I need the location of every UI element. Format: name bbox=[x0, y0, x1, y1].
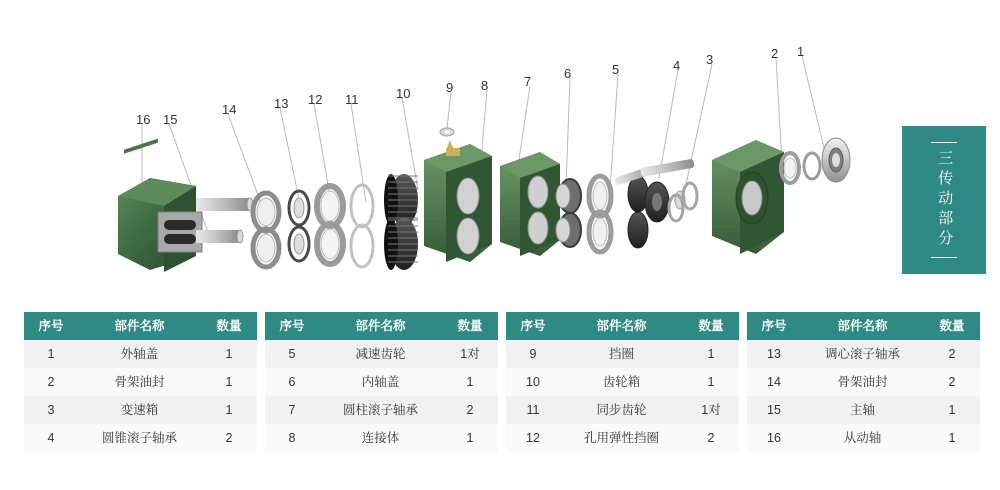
part-13-spherical-roller-bearing bbox=[289, 191, 309, 261]
callout-6: 6 bbox=[564, 66, 572, 81]
parts-table-block-1 bbox=[24, 312, 257, 452]
callout-4: 4 bbox=[673, 58, 681, 73]
callout-14: 14 bbox=[222, 102, 237, 117]
table-row bbox=[265, 368, 498, 396]
header-qty: 数量 bbox=[442, 312, 498, 340]
cell-no: 11 bbox=[506, 396, 560, 424]
table-header-row bbox=[747, 312, 980, 340]
header-no: 序号 bbox=[265, 312, 319, 340]
table-row bbox=[265, 340, 498, 368]
cell-no: 14 bbox=[747, 368, 801, 396]
cell-qty: 1 bbox=[201, 340, 257, 368]
cell-name: 变速箱 bbox=[78, 396, 201, 424]
cell-no: 16 bbox=[747, 424, 801, 452]
header-no: 序号 bbox=[24, 312, 78, 340]
header-qty: 数量 bbox=[924, 312, 980, 340]
parts-table-block-4 bbox=[747, 312, 980, 452]
header-qty: 数量 bbox=[201, 312, 257, 340]
cell-qty: 1 bbox=[201, 368, 257, 396]
callout-12: 12 bbox=[308, 92, 323, 107]
cell-no: 15 bbox=[747, 396, 801, 424]
tab-rule-bottom bbox=[931, 257, 957, 258]
cell-qty: 2 bbox=[683, 424, 739, 452]
cell-name: 连接体 bbox=[319, 424, 442, 452]
cell-name: 圆柱滚子轴承 bbox=[319, 396, 442, 424]
callout-8: 8 bbox=[481, 78, 489, 93]
table-row bbox=[24, 396, 257, 424]
table-row bbox=[24, 424, 257, 452]
callout-11: 11 bbox=[345, 92, 359, 107]
table-header-row bbox=[506, 312, 739, 340]
tab-rule-top bbox=[931, 142, 957, 143]
callout-15: 15 bbox=[163, 112, 178, 127]
cell-no: 12 bbox=[506, 424, 560, 452]
cell-no: 1 bbox=[24, 340, 78, 368]
header-no: 序号 bbox=[506, 312, 560, 340]
cell-name: 从动轴 bbox=[801, 424, 924, 452]
cell-qty: 1 bbox=[683, 368, 739, 396]
callout-10: 10 bbox=[396, 86, 411, 101]
callout-3: 3 bbox=[706, 52, 714, 67]
part-4-tapered-roller-bearing bbox=[669, 183, 697, 221]
cell-qty: 1对 bbox=[683, 396, 739, 424]
table-row bbox=[506, 396, 739, 424]
cell-qty: 2 bbox=[201, 424, 257, 452]
cell-name: 外轴盖 bbox=[78, 340, 201, 368]
cell-qty: 1 bbox=[201, 396, 257, 424]
table-row bbox=[506, 368, 739, 396]
cell-qty: 2 bbox=[442, 396, 498, 424]
cell-no: 4 bbox=[24, 424, 78, 452]
callout-16: 16 bbox=[136, 112, 151, 127]
cell-name: 齿轮箱 bbox=[560, 368, 683, 396]
cell-qty: 1对 bbox=[442, 340, 498, 368]
part-14-oil-seal bbox=[253, 193, 279, 267]
part-gearbox-assembly bbox=[118, 139, 253, 272]
cell-name: 挡圈 bbox=[560, 340, 683, 368]
cell-no: 8 bbox=[265, 424, 319, 452]
table-header-row bbox=[265, 312, 498, 340]
cell-name: 减速齿轮 bbox=[319, 340, 442, 368]
callout-2: 2 bbox=[771, 46, 779, 61]
cell-no: 3 bbox=[24, 396, 78, 424]
cell-qty: 1 bbox=[924, 424, 980, 452]
callout-13: 13 bbox=[274, 96, 289, 111]
cell-name: 调心滚子轴承 bbox=[801, 340, 924, 368]
callout-7: 7 bbox=[524, 74, 532, 89]
header-qty: 数量 bbox=[683, 312, 739, 340]
part-10-gear-box-gears bbox=[384, 174, 418, 270]
part-1-outer-shaft-cover bbox=[822, 138, 850, 182]
cell-no: 13 bbox=[747, 340, 801, 368]
table-row bbox=[747, 424, 980, 452]
cell-qty: 1 bbox=[924, 396, 980, 424]
cell-name: 孔用弹性挡圈 bbox=[560, 424, 683, 452]
callout-5: 5 bbox=[612, 62, 620, 77]
side-tab-label: 三传动部分 bbox=[936, 150, 954, 250]
parts-tables bbox=[24, 312, 976, 452]
cell-name: 同步齿轮 bbox=[560, 396, 683, 424]
parts-table-block-2 bbox=[265, 312, 498, 452]
part-8-connector-body bbox=[500, 152, 560, 256]
cell-qty: 2 bbox=[924, 340, 980, 368]
table-row bbox=[24, 368, 257, 396]
part-10-gearbox-housing bbox=[424, 144, 492, 262]
part-12-circlip bbox=[317, 186, 343, 264]
cell-qty: 1 bbox=[683, 340, 739, 368]
part-3-transmission-case bbox=[712, 140, 784, 254]
table-row bbox=[747, 340, 980, 368]
cell-no: 6 bbox=[265, 368, 319, 396]
part-2-oil-seal bbox=[781, 153, 820, 183]
callout-1: 1 bbox=[797, 44, 805, 59]
cell-no: 10 bbox=[506, 368, 560, 396]
header-name: 部件名称 bbox=[319, 312, 442, 340]
cell-no: 9 bbox=[506, 340, 560, 368]
table-row bbox=[747, 396, 980, 424]
cell-name: 内轴盖 bbox=[319, 368, 442, 396]
cell-qty: 1 bbox=[442, 424, 498, 452]
callout-9: 9 bbox=[446, 80, 454, 95]
parts-table-block-3 bbox=[506, 312, 739, 452]
table-row bbox=[265, 396, 498, 424]
table-row bbox=[747, 368, 980, 396]
part-6-inner-shaft-cover bbox=[589, 176, 611, 252]
part-11-sync-gear-ring bbox=[351, 185, 373, 267]
cell-name: 骨架油封 bbox=[78, 368, 201, 396]
table-header-row bbox=[24, 312, 257, 340]
header-name: 部件名称 bbox=[801, 312, 924, 340]
table-row bbox=[506, 424, 739, 452]
cell-no: 7 bbox=[265, 396, 319, 424]
table-row bbox=[24, 340, 257, 368]
cell-name: 主轴 bbox=[801, 396, 924, 424]
cell-name: 圆锥滚子轴承 bbox=[78, 424, 201, 452]
table-row bbox=[506, 340, 739, 368]
header-name: 部件名称 bbox=[78, 312, 201, 340]
cell-qty: 2 bbox=[924, 368, 980, 396]
section-side-tab bbox=[902, 126, 986, 274]
header-no: 序号 bbox=[747, 312, 801, 340]
table-row bbox=[265, 424, 498, 452]
cell-no: 2 bbox=[24, 368, 78, 396]
header-name: 部件名称 bbox=[560, 312, 683, 340]
cell-qty: 1 bbox=[442, 368, 498, 396]
cell-no: 5 bbox=[265, 340, 319, 368]
cell-name: 骨架油封 bbox=[801, 368, 924, 396]
